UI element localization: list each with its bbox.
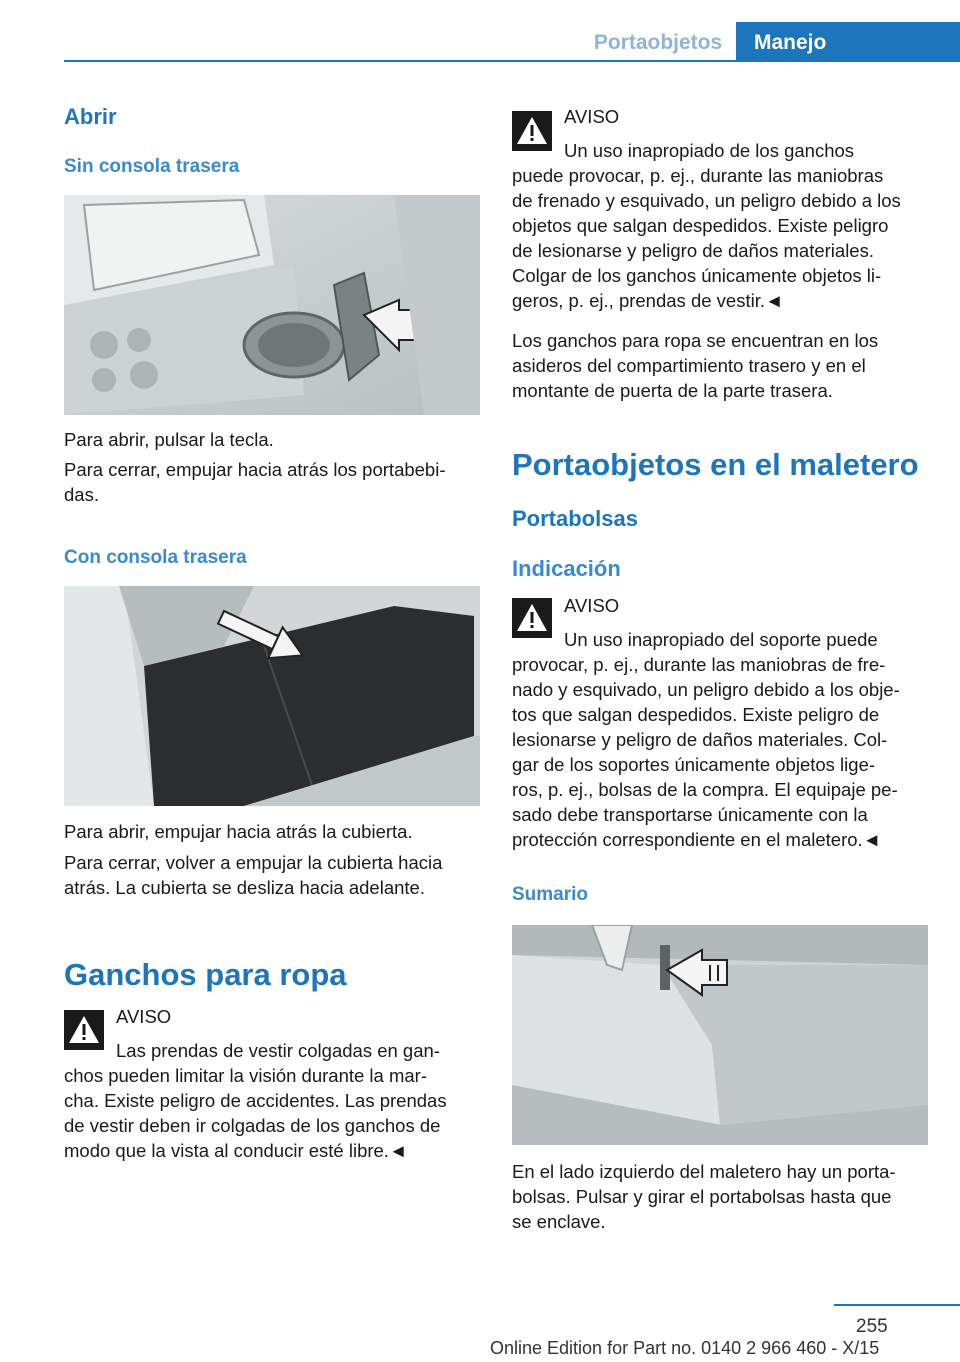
paragraph-console-1: Para abrir, empujar hacia atrás la cubierta.: [64, 821, 413, 842]
paragraph-abrir-1: Para abrir, pulsar la tecla.: [64, 429, 274, 450]
warning-line: ros, p. ej., bolsas de la compra. El equipaje pe-: [512, 779, 898, 800]
warning-line: de frenado y esquivado, un peligro debido a los: [512, 190, 901, 211]
warning-title: AVISO: [564, 595, 620, 616]
warning-line: tos que salgan despedidos. Existe peligro de: [512, 704, 880, 725]
heading-abrir: Abrir: [64, 104, 117, 129]
footer-edition: Online Edition for Part no. 0140 2 966 460 - X/15: [490, 1338, 880, 1358]
warning-line: sado debe transportarse únicamente con la: [512, 804, 868, 825]
paragraph-console-2b: atrás. La cubierta se desliza hacia adelante.: [64, 877, 425, 898]
heading-sin-consola: Sin consola trasera: [64, 156, 240, 177]
heading-indicacion: Indicación: [512, 556, 621, 581]
warning-line: Las prendas de vestir colgadas en gan-: [116, 1040, 440, 1061]
warning-line: de lesionarse y peligro de daños materiales.: [512, 240, 874, 261]
warning-line: provocar, p. ej., durante las maniobras de fre-: [512, 654, 886, 675]
warning-line: modo que la vista al conducir esté libre.◄: [64, 1140, 408, 1161]
trunk-photo: [512, 925, 928, 1145]
warning-triangle-icon: [512, 598, 552, 638]
warning-line: de vestir deben ir colgadas de los ganchos de: [64, 1115, 441, 1136]
warning-title: AVISO: [564, 106, 620, 127]
warning-line: geros, p. ej., prendas de vestir.◄: [512, 290, 784, 311]
warning-triangle-icon: [512, 111, 552, 151]
cupholder-photo: [64, 195, 480, 415]
warning-line: gar de los soportes únicamente objetos lige-: [512, 754, 876, 775]
footer-rule: [834, 1304, 960, 1306]
paragraph-sumario: bolsas. Pulsar y girar el portabolsas hasta que: [512, 1186, 892, 1207]
warning-line: nado y esquivado, un peligro debido a los obje-: [512, 679, 900, 700]
paragraph-abrir-2: Para cerrar, empujar hacia atrás los portabebi-: [64, 459, 446, 480]
warning-title: AVISO: [116, 1006, 172, 1027]
warning-line: puede provocar, p. ej., durante las maniobras: [512, 165, 884, 186]
header-tab-section[interactable]: Portaobjetos: [593, 31, 723, 54]
header-tab-chapter[interactable]: Manejo: [736, 22, 960, 62]
warning-line: Un uso inapropiado de los ganchos: [564, 140, 855, 161]
paragraph-abrir-2b: das.: [64, 484, 99, 505]
warning-line: protección correspondiente en el maletero.◄: [512, 829, 881, 850]
heading-sumario: Sumario: [512, 884, 589, 905]
heading-maletero: Portaobjetos en el maletero: [512, 447, 919, 482]
heading-ganchos: Ganchos para ropa: [64, 957, 347, 992]
warning-line: cha. Existe peligro de accidentes. Las prendas: [64, 1090, 447, 1111]
paragraph-ganchos: Los ganchos para ropa se encuentran en los: [512, 330, 879, 351]
header-rule: [64, 60, 960, 62]
paragraph-ganchos: asideros del compartimiento trasero y en el: [512, 355, 866, 376]
paragraph-sumario: En el lado izquierdo del maletero hay un porta-: [512, 1161, 896, 1182]
paragraph-ganchos: montante de puerta de la parte trasera.: [512, 380, 833, 401]
warning-line: Colgar de los ganchos únicamente objetos li-: [512, 265, 882, 286]
warning-line: objetos que salgan despedidos. Existe peligro: [512, 215, 889, 236]
page-number: 255: [856, 1316, 888, 1337]
heading-con-consola: Con consola trasera: [64, 547, 247, 568]
console-cover-photo: [64, 586, 480, 806]
paragraph-sumario: se enclave.: [512, 1211, 606, 1232]
warning-line: Un uso inapropiado del soporte puede: [564, 629, 878, 650]
paragraph-console-2a: Para cerrar, volver a empujar la cubierta hacia: [64, 852, 443, 873]
heading-portabolsas: Portabolsas: [512, 506, 638, 531]
warning-line: lesionarse y peligro de daños materiales. Col-: [512, 729, 888, 750]
warning-triangle-icon: [64, 1010, 104, 1050]
warning-line: chos pueden limitar la visión durante la mar-: [64, 1065, 427, 1086]
